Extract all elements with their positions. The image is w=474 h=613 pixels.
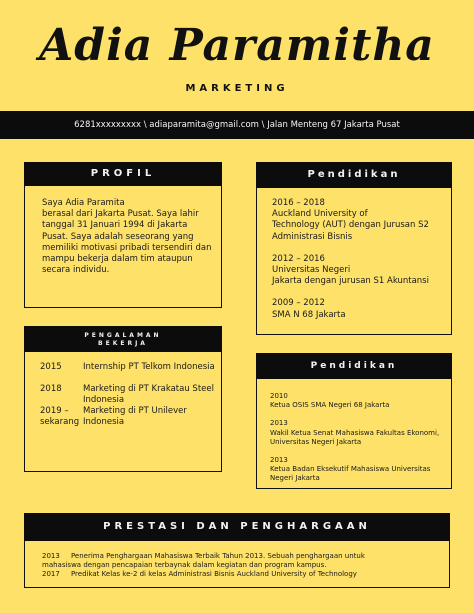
org-year: 2010 [270,392,288,400]
job-line: Marketing di PT Krakatau Steel [83,384,214,394]
prestasi-line: 2013 Penerima Penghargaan Mahasiswa Terbaik Tahun 2013. Sebuah penghargaan untuk [42,552,365,560]
pengalaman-heading [24,326,222,352]
job-line: Marketing di PT Unilever [83,406,187,416]
prestasi-line: mahasiswa dengan pencapaian terbaynak dalam kegiatan dan program kampus. [42,561,327,570]
job-line: Internship PT Telkom Indonesia [83,362,215,372]
profil-line: berasal dari Jakarta Pusat. Saya lahir [42,209,199,220]
edu-line: SMA N 68 Jakarta [272,309,346,320]
edu-line: Universitas Negeri [272,265,351,276]
profil-line: Pusat. Saya adalah seseorang yang [42,231,194,242]
pengalaman-heading-line1: PENGALAMAN [84,332,162,339]
job-line: Indonesia [83,395,125,405]
profil-line: Saya Adia Paramita [42,198,125,208]
edu-line: Auckland University of [272,209,368,220]
job-year: 2015 [40,362,62,372]
org-line: Universitas Negeri Jakarta [270,437,362,446]
org-year: 2013 [270,456,288,465]
edu-line: Technology (AUT) dengan Jurusan S2 [272,220,429,231]
profil-line: secara individu. [42,265,110,276]
pendidikan-heading: Pendidikan [256,162,452,188]
profil-line: memiliki motivasi pribadi tersendiri dan [42,242,212,253]
prestasi-list [42,552,448,580]
edu-line: Administrasi Bisnis [272,231,353,242]
pendidikan2-list [270,392,450,484]
profil-line: mampu bekerja dalam tim ataupun [42,254,193,265]
org-year: 2013 [270,419,288,428]
profil-line: tanggal 31 Januari 1994 di Jakarta [42,220,188,231]
job-role: MARKETING [185,83,289,94]
pendidikan2-heading: Pendidikan [256,353,452,379]
org-line: Negeri Jakarta [270,474,320,483]
job-year: 2019 – [40,406,69,416]
edu-years: 2016 – 2018 [272,198,325,208]
pendidikan-list [272,198,450,321]
job-year: 2018 [40,384,62,394]
contact-bar: 6281xxxxxxxxx \ adiaparamita@gmail.com \ Jalan Menteng 67 Jakarta Pusat [0,111,474,139]
job-line: Indonesia [83,417,125,427]
profil-heading: PROFIL [24,162,222,186]
prestasi-line: 2017 Predikat Kelas ke-2 di kelas Administrasi Bisnis Auckland University of Technology [42,570,357,579]
candidate-name: Adia Paramitha [39,20,435,71]
job-year-cont: sekarang [40,417,80,427]
edu-years: 2012 – 2016 [272,253,325,264]
profil-text [42,198,220,276]
org-line: Ketua OSIS SMA Negeri 68 Jakarta [270,401,390,410]
pengalaman-heading-line2: BEKERJA [98,339,148,347]
edu-line: Jakarta dengan jurusan S1 Akuntansi [272,276,429,287]
prestasi-heading: PRESTASI DAN PENGHARGAAN [24,513,450,541]
org-line: Ketua Badan Eksekutif Mahasiswa Universitas [270,465,431,474]
org-line: Wakil Ketua Senat Mahasiswa Fakultas Ekonomi, [270,428,440,437]
edu-years: 2009 – 2012 [272,298,325,309]
